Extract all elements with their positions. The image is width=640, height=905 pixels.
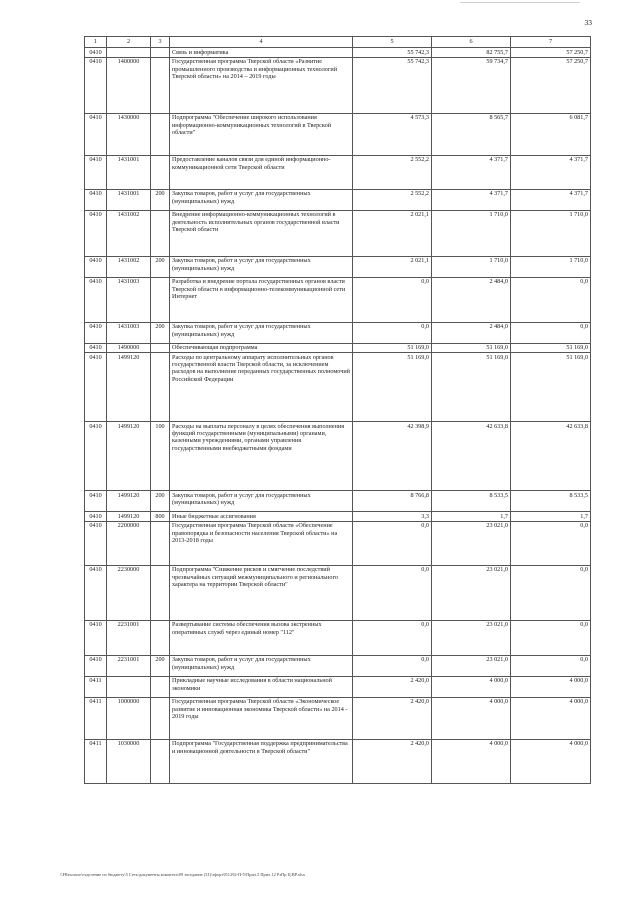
amount-col6-cell: 8 533,5: [432, 491, 511, 512]
amount-col6-cell: 2 484,0: [432, 277, 511, 322]
item-name-cell: Расходы по центральному аппарату исполнительных органов государственной власти Тверской области, за исключением расходов на выполнение переданных государственных полномочий Российской Федерации: [170, 353, 353, 422]
target-article-cell: 1430000: [107, 113, 151, 155]
expense-type-cell: [151, 521, 170, 565]
column-header: 3: [151, 37, 170, 48]
section-code-cell: 0410: [85, 521, 107, 565]
item-name-cell: Связь и информатика: [170, 48, 353, 58]
amount-col6-cell: 42 633,8: [432, 422, 511, 491]
amount-col5-cell: 2 420,0: [353, 739, 432, 783]
column-header-row: [85, 37, 591, 48]
expense-type-cell: [151, 739, 170, 783]
target-article-cell: 2230000: [107, 565, 151, 620]
amount-col7-cell: 0,0: [511, 277, 591, 322]
table-row: [85, 353, 591, 422]
amount-col7-cell: 8 533,5: [511, 491, 591, 512]
amount-col5-cell: 0,0: [353, 322, 432, 343]
item-name-cell: Разработка и внедрение портала государственных органов власти Тверской области в информационно-телекоммуникационной сети Интернет: [170, 277, 353, 322]
expense-type-cell: [151, 353, 170, 422]
item-name-cell: Развертывание системы обеспечения вызова экстренных оперативных служб через единый номер "112": [170, 620, 353, 655]
section-code-cell: 0410: [85, 48, 107, 58]
amount-col7-cell: 0,0: [511, 565, 591, 620]
amount-col5-cell: 42 398,9: [353, 422, 432, 491]
amount-col7-cell: 0,0: [511, 620, 591, 655]
target-article-cell: 1431003: [107, 277, 151, 322]
amount-col5-cell: 2 552,2: [353, 155, 432, 189]
item-name-cell: Закупка товаров, работ и услуг для государственных (муниципальных) нужд: [170, 189, 353, 210]
amount-col6-cell: 1 710,0: [432, 210, 511, 256]
amount-col7-cell: 1 710,0: [511, 256, 591, 277]
table-row: [85, 521, 591, 565]
column-header: 7: [511, 37, 591, 48]
section-code-cell: 0411: [85, 739, 107, 783]
amount-col6-cell: 1 710,0: [432, 256, 511, 277]
table-row: [85, 422, 591, 491]
footer-file-path: \\FResourse\отделение по бюджету\5 Сеть\документы комитета\09 заседание (31)\зфорт\8\1292-П-5\Прил.5 Прил.12 РзПр Ц.ВР.xlsx: [60, 872, 306, 877]
table-row: [85, 48, 591, 58]
target-article-cell: 1400000: [107, 57, 151, 113]
section-code-cell: 0410: [85, 343, 107, 353]
table-row: [85, 697, 591, 739]
section-code-cell: 0410: [85, 620, 107, 655]
expense-type-cell: 200: [151, 655, 170, 676]
amount-col5-cell: 55 742,3: [353, 57, 432, 113]
amount-col5-cell: 55 742,3: [353, 48, 432, 58]
amount-col7-cell: 4 000,0: [511, 739, 591, 783]
amount-col5-cell: 8 766,8: [353, 491, 432, 512]
amount-col7-cell: 57 250,7: [511, 57, 591, 113]
target-article-cell: 2231001: [107, 655, 151, 676]
column-header: 1: [85, 37, 107, 48]
target-article-cell: 1431002: [107, 210, 151, 256]
amount-col6-cell: 4 371,7: [432, 155, 511, 189]
amount-col7-cell: 4 371,7: [511, 189, 591, 210]
section-code-cell: 0410: [85, 256, 107, 277]
table-row: [85, 655, 591, 676]
target-article-cell: 2231001: [107, 620, 151, 655]
section-code-cell: 0411: [85, 676, 107, 697]
amount-col7-cell: 51 169,0: [511, 353, 591, 422]
item-name-cell: Закупка товаров, работ и услуг для государственных (муниципальных) нужд: [170, 491, 353, 512]
item-name-cell: Закупка товаров, работ и услуг для государственных (муниципальных) нужд: [170, 655, 353, 676]
table-row: [85, 256, 591, 277]
column-header: 4: [170, 37, 353, 48]
amount-col5-cell: 51 169,0: [353, 343, 432, 353]
column-header: 2: [107, 37, 151, 48]
amount-col5-cell: 0,0: [353, 521, 432, 565]
table-row: [85, 277, 591, 322]
amount-col7-cell: 4 000,0: [511, 697, 591, 739]
amount-col7-cell: 0,0: [511, 521, 591, 565]
item-name-cell: Подпрограмма "Обеспечение широкого использования информационно-коммуникационных технологий в Тверской области": [170, 113, 353, 155]
table-row: [85, 676, 591, 697]
section-code-cell: 0410: [85, 57, 107, 113]
table-row: [85, 565, 591, 620]
budget-table: [84, 36, 591, 784]
amount-col6-cell: 82 755,7: [432, 48, 511, 58]
amount-col5-cell: 2 420,0: [353, 697, 432, 739]
amount-col7-cell: 57 250,7: [511, 48, 591, 58]
expense-type-cell: [151, 210, 170, 256]
target-article-cell: 1000000: [107, 697, 151, 739]
section-code-cell: 0410: [85, 565, 107, 620]
table-row: [85, 620, 591, 655]
item-name-cell: Закупка товаров, работ и услуг для государственных (муниципальных) нужд: [170, 322, 353, 343]
amount-col6-cell: 1,7: [432, 512, 511, 522]
item-name-cell: Внедрение информационно-коммуникационных технологий в деятельность исполнительных органов государственной власти Тверской области: [170, 210, 353, 256]
item-name-cell: Прикладные научные исследования в области национальной экономики: [170, 676, 353, 697]
target-article-cell: 1431001: [107, 155, 151, 189]
amount-col6-cell: 23 021,0: [432, 620, 511, 655]
amount-col5-cell: 0,0: [353, 565, 432, 620]
expense-type-cell: [151, 676, 170, 697]
amount-col6-cell: 4 371,7: [432, 189, 511, 210]
item-name-cell: Государственная программа Тверской области «Экономическое развитие и инновационная экономика Тверской области» на 2014 - 2019 годы: [170, 697, 353, 739]
expense-type-cell: 800: [151, 512, 170, 522]
amount-col6-cell: 51 169,0: [432, 343, 511, 353]
amount-col6-cell: 59 734,7: [432, 57, 511, 113]
amount-col7-cell: 4 371,7: [511, 155, 591, 189]
section-code-cell: 0410: [85, 353, 107, 422]
amount-col6-cell: 2 484,0: [432, 322, 511, 343]
table-row: [85, 343, 591, 353]
table-row: [85, 210, 591, 256]
table-row: [85, 491, 591, 512]
amount-col7-cell: 1,7: [511, 512, 591, 522]
amount-col7-cell: 42 633,8: [511, 422, 591, 491]
table-body: [85, 48, 591, 784]
expense-type-cell: [151, 620, 170, 655]
section-code-cell: 0410: [85, 113, 107, 155]
expense-type-cell: [151, 697, 170, 739]
expense-type-cell: 200: [151, 189, 170, 210]
expense-type-cell: [151, 57, 170, 113]
section-code-cell: 0410: [85, 655, 107, 676]
amount-col5-cell: 2 021,1: [353, 210, 432, 256]
expense-type-cell: [151, 343, 170, 353]
section-code-cell: 0410: [85, 155, 107, 189]
amount-col5-cell: 2 420,0: [353, 676, 432, 697]
column-header: 6: [432, 37, 511, 48]
target-article-cell: 1431003: [107, 322, 151, 343]
section-code-cell: 0410: [85, 512, 107, 522]
target-article-cell: 1499120: [107, 422, 151, 491]
amount-col5-cell: 4 573,3: [353, 113, 432, 155]
amount-col6-cell: 4 000,0: [432, 697, 511, 739]
amount-col5-cell: 2 552,2: [353, 189, 432, 210]
section-code-cell: 0410: [85, 491, 107, 512]
item-name-cell: Государственная программа Тверской области «Обеспечение правопорядка и безопасности населения Тверской области» на 2013-2018 годы: [170, 521, 353, 565]
amount-col5-cell: 0,0: [353, 277, 432, 322]
expense-type-cell: 200: [151, 322, 170, 343]
target-article-cell: 1499120: [107, 491, 151, 512]
amount-col6-cell: 4 000,0: [432, 739, 511, 783]
expense-type-cell: [151, 113, 170, 155]
target-article-cell: 1431002: [107, 256, 151, 277]
amount-col5-cell: 0,0: [353, 620, 432, 655]
page-number: 33: [584, 18, 592, 27]
amount-col7-cell: 0,0: [511, 322, 591, 343]
section-code-cell: 0410: [85, 422, 107, 491]
amount-col5-cell: 2 021,1: [353, 256, 432, 277]
scan-artifact-line: [460, 2, 580, 3]
expense-type-cell: [151, 48, 170, 58]
target-article-cell: [107, 48, 151, 58]
target-article-cell: 1431001: [107, 189, 151, 210]
table-row: [85, 739, 591, 783]
amount-col6-cell: 51 169,0: [432, 353, 511, 422]
item-name-cell: Расходы на выплаты персоналу в целях обеспечения выполнения функций государственными (муниципальными) органами, казенными учреждениями, органами управления государственными внебюджетными фондами: [170, 422, 353, 491]
amount-col7-cell: 0,0: [511, 655, 591, 676]
amount-col6-cell: 23 021,0: [432, 521, 511, 565]
target-article-cell: 1499120: [107, 512, 151, 522]
item-name-cell: Подпрограмма "Государственная поддержка предпринимательства и инновационной деятельности в Тверской области": [170, 739, 353, 783]
amount-col7-cell: 4 000,0: [511, 676, 591, 697]
target-article-cell: 1499120: [107, 353, 151, 422]
amount-col5-cell: 0,0: [353, 655, 432, 676]
section-code-cell: 0410: [85, 322, 107, 343]
amount-col7-cell: 1 710,0: [511, 210, 591, 256]
table-row: [85, 512, 591, 522]
section-code-cell: 0410: [85, 189, 107, 210]
item-name-cell: Закупка товаров, работ и услуг для государственных (муниципальных) нужд: [170, 256, 353, 277]
amount-col6-cell: 23 021,0: [432, 655, 511, 676]
item-name-cell: Обеспечивающая подпрограмма: [170, 343, 353, 353]
expense-type-cell: [151, 155, 170, 189]
expense-type-cell: [151, 565, 170, 620]
amount-col5-cell: 3,3: [353, 512, 432, 522]
table-row: [85, 155, 591, 189]
section-code-cell: 0410: [85, 210, 107, 256]
target-article-cell: 1030000: [107, 739, 151, 783]
item-name-cell: Иные бюджетные ассигнования: [170, 512, 353, 522]
table-row: [85, 57, 591, 113]
target-article-cell: [107, 676, 151, 697]
expense-type-cell: 200: [151, 256, 170, 277]
target-article-cell: 1490000: [107, 343, 151, 353]
expense-type-cell: 200: [151, 491, 170, 512]
table-row: [85, 322, 591, 343]
item-name-cell: Государственная программа Тверской области «Развитие промышленного производства и информационных технологий Тверской области» на 2014 – 2019 годы: [170, 57, 353, 113]
expense-type-cell: [151, 277, 170, 322]
target-article-cell: 2200000: [107, 521, 151, 565]
column-header: 5: [353, 37, 432, 48]
amount-col7-cell: 51 169,0: [511, 343, 591, 353]
amount-col6-cell: 4 000,0: [432, 676, 511, 697]
amount-col6-cell: 8 565,7: [432, 113, 511, 155]
amount-col6-cell: 23 021,0: [432, 565, 511, 620]
amount-col5-cell: 51 169,0: [353, 353, 432, 422]
item-name-cell: Предоставление каналов связи для единой информационно-коммуникационной сети Тверской области: [170, 155, 353, 189]
section-code-cell: 0410: [85, 277, 107, 322]
section-code-cell: 0411: [85, 697, 107, 739]
table-row: [85, 189, 591, 210]
item-name-cell: Подпрограмма "Снижение рисков и смягчение последствий чрезвычайных ситуаций межмуниципального и регионального характера на территории Тверской области": [170, 565, 353, 620]
amount-col7-cell: 6 081,7: [511, 113, 591, 155]
table-row: [85, 113, 591, 155]
expense-type-cell: 100: [151, 422, 170, 491]
